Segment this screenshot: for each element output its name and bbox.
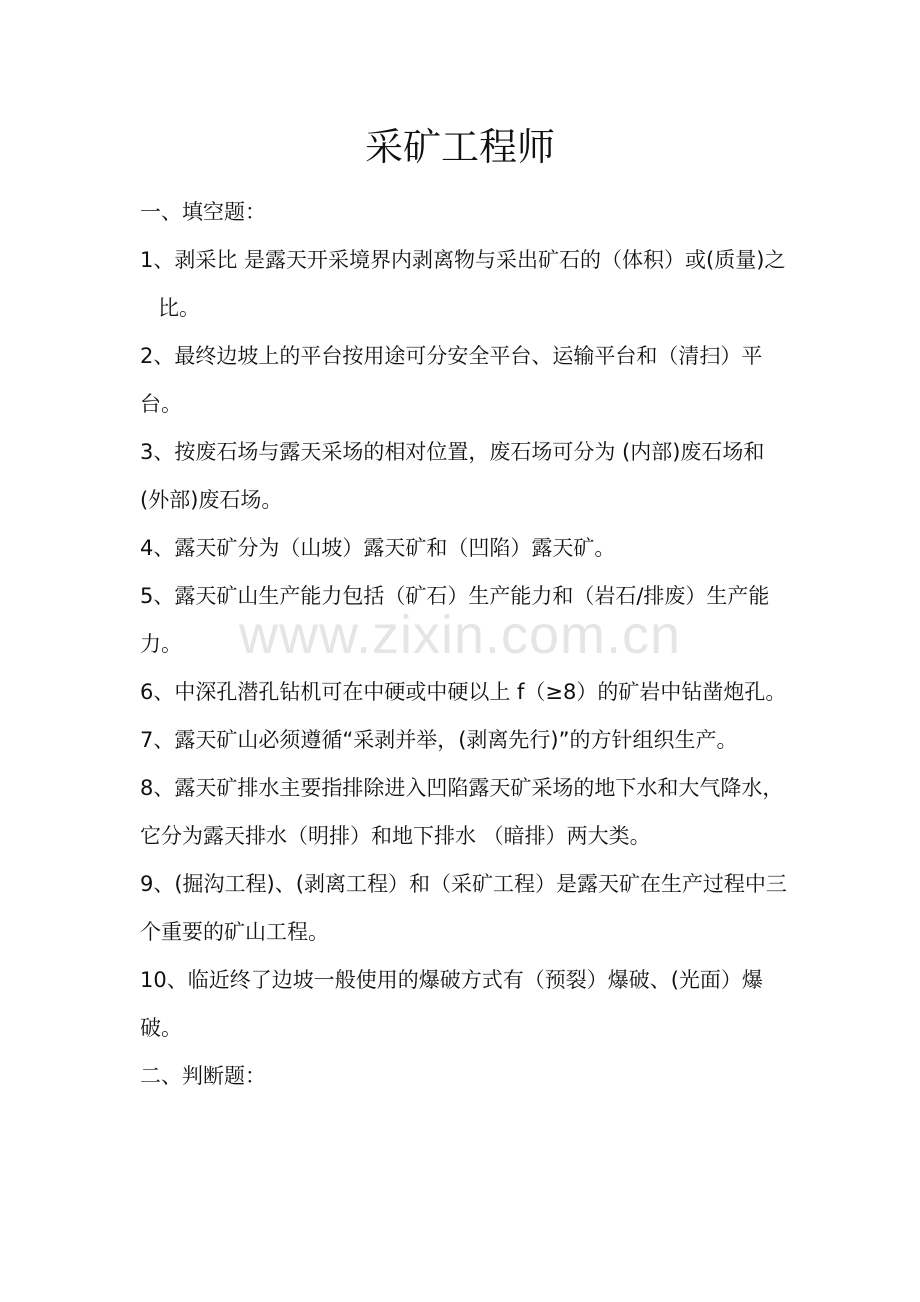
question-item-2: 2、最终边坡上的平台按用途可分安全平台、运输平台和（清扫）平台。 xyxy=(140,344,763,416)
section-heading-fill-blank: 一、填空题： xyxy=(140,200,266,224)
question-item-7: 7、露天矿山必须遵循“采剥并举，(剥离先行)”的方针组织生产。 xyxy=(140,728,738,752)
question-item-1: 1、剥采比 是露天开采境界内剥离物与采出矿石的（体积）或(质量)之比。 xyxy=(140,248,786,320)
question-item-3: 3、按废石场与露天采场的相对位置，废石场可分为 (内部)废石场和 (外部)废石场。 xyxy=(140,440,765,512)
question-item-9: 9、(掘沟工程)、(剥离工程）和（采矿工程）是露天矿在生产过程中三个重要的矿山工程。 xyxy=(140,872,787,944)
watermark: www.zixin.com.cn xyxy=(238,605,682,665)
page-title: 采矿工程师 xyxy=(364,125,555,169)
question-item-4: 4、露天矿分为（山坡）露天矿和（凹陷）露天矿。 xyxy=(140,536,616,560)
question-item-8: 8、露天矿排水主要指排除进入凹陷露天矿采场的地下水和大气降水，它分为露天排水（明排）和地下排水 （暗排）两大类。 xyxy=(140,776,784,848)
question-item-10: 10、临近终了边坡一般使用的爆破方式有（预裂）爆破、(光面）爆破。 xyxy=(140,968,763,1040)
section-heading-true-false: 二、判断题： xyxy=(140,1064,266,1088)
question-item-5: 5、露天矿山生产能力包括（矿石）生产能力和（岩石/排废）生产能力。 xyxy=(140,584,770,656)
question-item-6: 6、中深孔潜孔钻机可在中硬或中硬以上 f（≥8）的矿岩中钻凿炮孔。 xyxy=(140,680,787,704)
document-body xyxy=(140,188,790,1100)
